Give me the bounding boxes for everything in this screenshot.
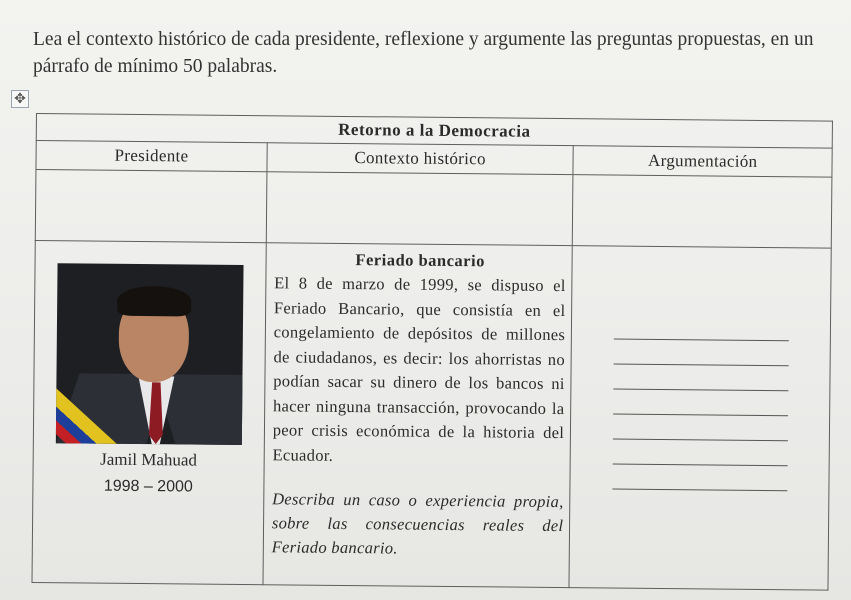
- table-move-handle-icon[interactable]: ✥: [11, 90, 29, 108]
- president-years: 1998 – 2000: [103, 477, 193, 496]
- table-title: Retorno a la Democracia: [36, 114, 832, 149]
- answer-line[interactable]: [614, 389, 789, 392]
- context-cell: [263, 243, 573, 588]
- context-question: Describa un caso o experiencia propia, sobre las consecuencias reales del Feriado bancario.: [271, 489, 564, 558]
- president-photo: [56, 263, 244, 445]
- argument-cell[interactable]: [569, 246, 831, 590]
- answer-line[interactable]: [614, 339, 789, 342]
- president-name: Jamil Mahuad: [100, 449, 198, 470]
- empty-cell-presidente[interactable]: [35, 170, 266, 243]
- empty-cell-argumentacion[interactable]: [573, 175, 832, 248]
- answer-line[interactable]: [614, 364, 789, 367]
- answer-line[interactable]: [613, 414, 788, 417]
- answer-line[interactable]: [613, 464, 788, 467]
- header-presidente: Presidente: [36, 141, 267, 172]
- context-text: El 8 de marzo de 1999, se dispuso el Feriado Bancario, que consistía en el congelamiento de depósitos de millones de ciudadanos, es decir: los ahorristas no podían sacar su dinero de los bancos ni hacer ninguna transacción, provocando la peor crisis económica de la historia del Ecuador.: [272, 273, 566, 465]
- empty-cell-contexto[interactable]: [266, 172, 573, 246]
- context-title: Feriado bancario: [355, 250, 485, 271]
- header-contexto: Contexto histórico: [267, 143, 574, 175]
- president-cell: [32, 240, 266, 584]
- header-argumentacion: Argumentación: [573, 146, 832, 177]
- answer-line[interactable]: [613, 439, 788, 442]
- democracy-table: [31, 113, 832, 591]
- answer-line[interactable]: [613, 489, 788, 492]
- instructions-text: Lea el contexto histórico de cada presidente, reflexione y argumente las preguntas propuestas, en un párrafo de mínimo 50 palabras.: [33, 29, 814, 77]
